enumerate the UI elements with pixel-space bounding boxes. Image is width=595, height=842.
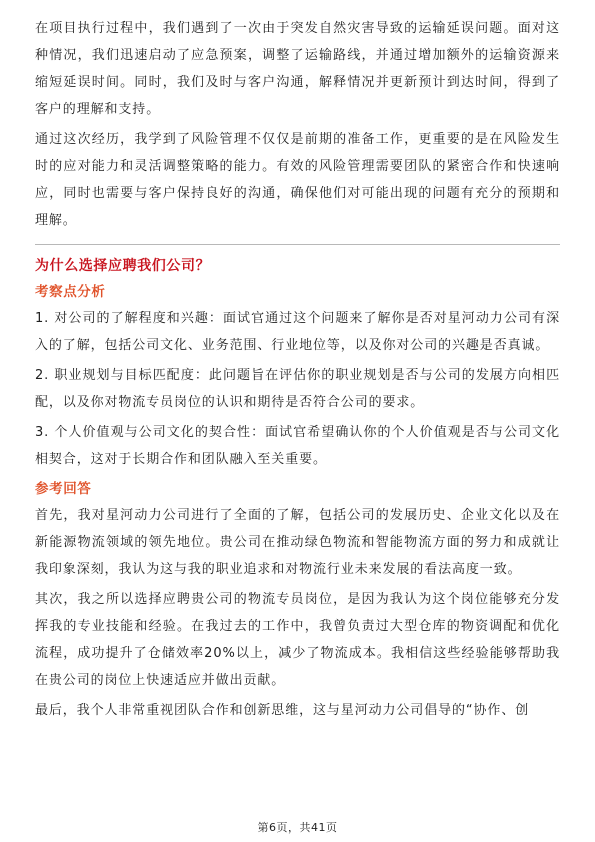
analysis-heading: 考察点分析 <box>35 284 106 300</box>
analysis-point: 1. 对公司的了解程度和兴趣：面试官通过这个问题来了解你是否对星河动力公司有深入的了解，包括公司文化、业务范围、行业地位等，以及你对公司的兴趣是否真诚。 <box>35 311 560 353</box>
body-paragraph: 在项目执行过程中，我们遇到了一次由于突发自然灾害导致的运输延误问题。面对这种情况，我们迅速启动了应急预案，调整了运输路线，并通过增加额外的运输资源来缩短延误时间。同时，我们及时与客户沟通，解释情况并更新预计到达时间，得到了客户的理解和支持。 <box>35 21 560 117</box>
answer-paragraph: 最后，我个人非常重视团队合作和创新思维，这与星河动力公司倡导的“协作、创 <box>35 703 530 718</box>
answer-paragraph: 首先，我对星河动力公司进行了全面的了解，包括公司的发展历史、企业文化以及在新能源物流领域的领先地位。贵公司在推动绿色物流和智能物流方面的努力和成就让我印象深刻，我认为这与我的职业追求和对物流行业未来发展的看法高度一致。 <box>35 508 560 577</box>
answer-paragraph: 其次，我之所以选择应聘贵公司的物流专员岗位，是因为我认为这个岗位能够充分发挥我的专业技能和经验。在我过去的工作中，我曾负责过大型仓库的物资调配和优化流程，成功提升了仓储效率20%以上，减少了物流成本。我相信这些经验能够帮助我在贵公司的岗位上快速适应并做出贡献。 <box>35 592 560 688</box>
section-divider <box>35 244 560 245</box>
answer-heading: 参考回答 <box>35 481 92 497</box>
question-title: 为什么选择应聘我们公司？ <box>35 258 211 274</box>
analysis-point: 3. 个人价值观与公司文化的契合性：面试官希望确认你的个人价值观是否与公司文化相契合，这对于长期合作和团队融入至关重要。 <box>35 425 560 467</box>
page-number: 第6页，共41页 <box>257 821 338 834</box>
document-page <box>35 15 560 727</box>
body-paragraph: 通过这次经历，我学到了风险管理不仅仅是前期的准备工作，更重要的是在风险发生时的应对能力和灵活调整策略的能力。有效的风险管理需要团队的紧密合作和快速响应，同时也需要与客户保持良好的沟通，确保他们对可能出现的问题有充分的预期和理解。 <box>35 132 560 228</box>
analysis-point: 2. 职业规划与目标匹配度：此问题旨在评估你的职业规划是否与公司的发展方向相匹配，以及你对物流专员岗位的认识和期待是否符合公司的要求。 <box>35 368 560 410</box>
